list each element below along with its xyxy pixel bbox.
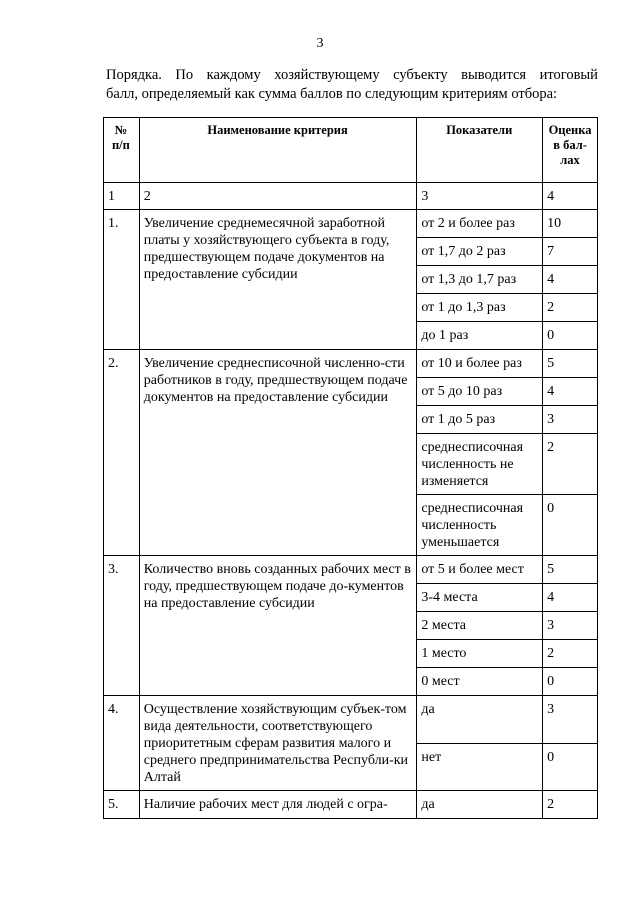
indicator-cell: да xyxy=(417,791,543,819)
criterion-number: 1. xyxy=(104,210,140,350)
indicator-cell: от 1 до 5 раз xyxy=(417,406,543,434)
intro-line-2: балл, определяемый как сумма баллов по следующим критериям отбора: xyxy=(106,86,558,102)
indicator-cell: среднесписочная численность уменьшается xyxy=(417,495,543,556)
table-row xyxy=(104,791,598,819)
score-cell: 3 xyxy=(543,612,598,640)
header-name: Наименование критерия xyxy=(139,118,417,183)
score-cell: 5 xyxy=(543,556,598,584)
intro-word: выводится xyxy=(461,67,527,83)
index-cell: 3 xyxy=(417,183,543,210)
indicator-cell: от 5 до 10 раз xyxy=(417,378,543,406)
indicator-cell: 2 места xyxy=(417,612,543,640)
intro-word: субъекту xyxy=(393,67,448,83)
intro-word: По xyxy=(175,67,194,83)
intro-word: Порядка. xyxy=(106,67,162,83)
indicator-cell: до 1 раз xyxy=(417,322,543,350)
header-score: Оценка в бал-лах xyxy=(543,118,598,183)
score-cell: 4 xyxy=(543,266,598,294)
criterion-name: Количество вновь созданных рабочих мест в году, предшествующем подаче до-кументов на предоставление субсидии xyxy=(139,556,417,696)
header-row xyxy=(104,118,598,183)
score-cell: 2 xyxy=(543,640,598,668)
index-cell: 4 xyxy=(543,183,598,210)
index-cell: 1 xyxy=(104,183,140,210)
criterion-name: Наличие рабочих мест для людей с огра- xyxy=(139,791,417,819)
indicator-cell: 0 мест xyxy=(417,668,543,696)
index-row xyxy=(104,183,598,210)
page-number: 3 xyxy=(316,36,324,51)
table-row xyxy=(104,556,598,584)
criterion-name: Осуществление хозяйствующим субъек-том вида деятельности, соответствующего приоритетным сферам развития малого и среднего предпринимательства Республи-ки Алтай xyxy=(139,696,417,791)
header-num: № п/п xyxy=(104,118,140,183)
intro-paragraph xyxy=(106,66,598,104)
intro-word: итоговый xyxy=(539,67,598,83)
score-cell: 3 xyxy=(543,406,598,434)
score-cell: 5 xyxy=(543,350,598,378)
table-row xyxy=(104,350,598,378)
indicator-cell: от 10 и более раз xyxy=(417,350,543,378)
criterion-number: 4. xyxy=(104,696,140,791)
score-cell: 4 xyxy=(543,378,598,406)
indicator-cell: среднесписочная численность не изменяется xyxy=(417,434,543,495)
score-cell: 0 xyxy=(543,322,598,350)
score-cell: 10 xyxy=(543,210,598,238)
indicator-cell: от 1 до 1,3 раз xyxy=(417,294,543,322)
indicator-cell: от 1,7 до 2 раз xyxy=(417,238,543,266)
indicator-cell: от 5 и более мест xyxy=(417,556,543,584)
criterion-name: Увеличение среднемесячной заработной платы у хозяйствующего субъекта в году, предшествующем подаче документов на предоставление субсидии xyxy=(139,210,417,350)
indicator-cell: да xyxy=(417,696,543,744)
indicator-cell: от 1,3 до 1,7 раз xyxy=(417,266,543,294)
score-cell: 2 xyxy=(543,294,598,322)
index-cell: 2 xyxy=(139,183,417,210)
criterion-number: 5. xyxy=(104,791,140,819)
score-cell: 2 xyxy=(543,791,598,819)
table-row xyxy=(104,210,598,238)
criterion-number: 3. xyxy=(104,556,140,696)
intro-word: хозяйствующему xyxy=(274,67,380,83)
score-cell: 0 xyxy=(543,495,598,556)
score-cell: 0 xyxy=(543,743,598,791)
indicator-cell: 3-4 места xyxy=(417,584,543,612)
intro-word: каждому xyxy=(206,67,261,83)
score-cell: 0 xyxy=(543,668,598,696)
indicator-cell: от 2 и более раз xyxy=(417,210,543,238)
table-row xyxy=(104,696,598,744)
indicator-cell: нет xyxy=(417,743,543,791)
indicator-cell: 1 место xyxy=(417,640,543,668)
criterion-number: 2. xyxy=(104,350,140,556)
score-cell: 2 xyxy=(543,434,598,495)
header-indicators: Показатели xyxy=(417,118,543,183)
criteria-table xyxy=(103,117,598,819)
criterion-name: Увеличение среднесписочной численно-сти работников в году, предшествующем подаче документов на предоставление субсидии xyxy=(139,350,417,556)
score-cell: 3 xyxy=(543,696,598,744)
intro-line-1 xyxy=(106,66,598,85)
score-cell: 7 xyxy=(543,238,598,266)
score-cell: 4 xyxy=(543,584,598,612)
